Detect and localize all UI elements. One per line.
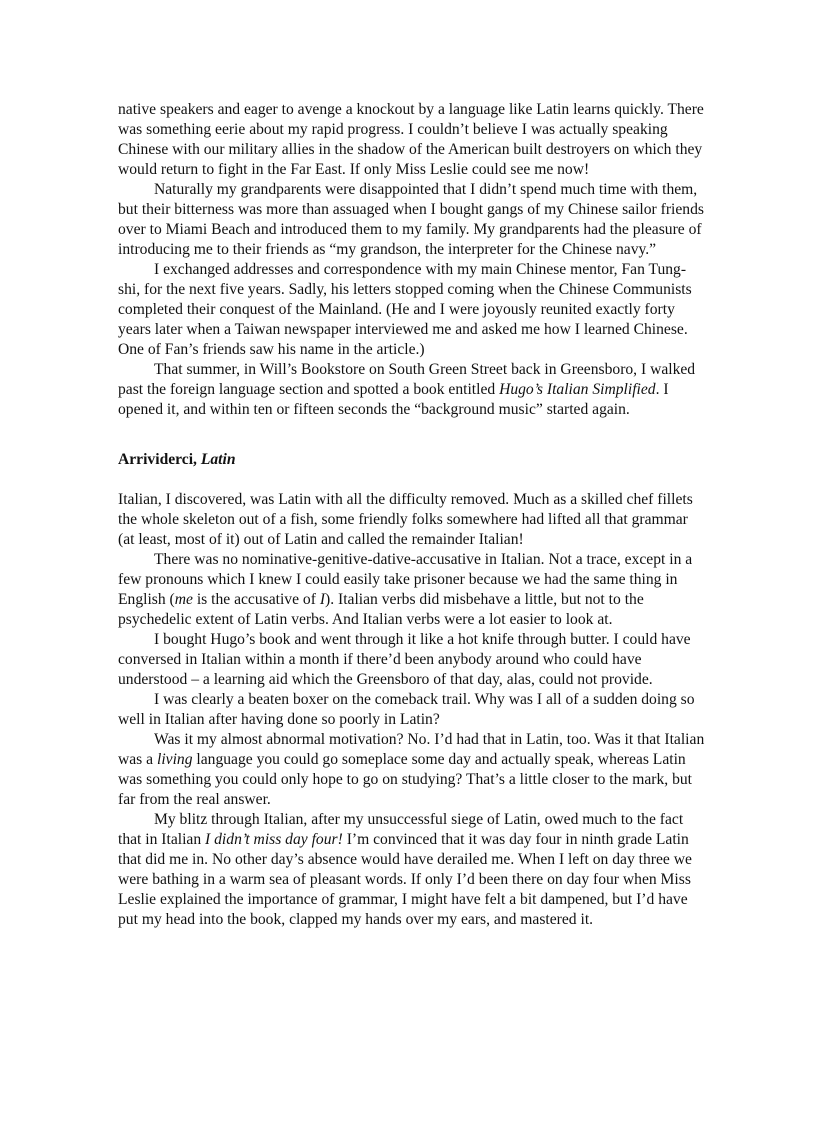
paragraph-7: I bought Hugo’s book and went through it like a hot knife through butter. I could have conversed in Italian within a month if there’d been anybody around who could have understood – a learning aid which the Greensboro of that day, alas, could not provide. — [118, 631, 691, 688]
paragraph-10-text-b: I’m convinced that it was day four in ninth grade Latin that did me in. No other day’s absence would have derailed me. When I left on day three we were bathing in a warm sea of pleasant words. If only I’d been there on day four when Miss Leslie explained the importance of grammar, I might have felt a bit dampened, but I’d have put my head into the book, clapped my hands over my ears, and mastered it. — [118, 831, 692, 928]
paragraph-6-i: I — [319, 591, 326, 608]
paragraph-9-living: living — [156, 751, 193, 768]
paragraph-6-text-a: There was no nominative-genitive-dative-accusative in Italian. Not a trace, except in a few pronouns which I knew I could easily take prisoner because we had the same thing in English ( — [118, 551, 693, 608]
paragraph-1: native speakers and eager to avenge a knockout by a language like Latin learns quickly. There was something eerie about my rapid progress. I couldn’t believe I was actually speaking Chinese with our military allies in the shadow of the American built destroyers on which they would return to fight in the Far East. If only Miss Leslie could see me now! — [118, 101, 704, 178]
paragraph-10-emphasis: I didn’t miss day four! — [205, 831, 343, 848]
paragraph-5: Italian, I discovered, was Latin with all the difficulty removed. Much as a skilled chef fillets the whole skeleton out of a fish, some friendly folks somewhere had lifted all that grammar (at least, most of it) out of Latin and called the remainder Italian! — [118, 491, 693, 548]
paragraph-4-text-a: That summer, in Will’s Bookstore on South Green Street back in Greensboro, I walked past the foreign language section and spotted a book entitled — [118, 361, 696, 398]
paragraph-4-text-b: . I opened it, and within ten or fifteen seconds the “background music” started again. — [118, 381, 669, 418]
heading-word-2: Latin — [200, 451, 236, 468]
paragraph-9-text-b: language you could go someplace some day and actually speak, whereas Latin was something you could only hope to go on studying? That’s a little closer to the mark, but far from the real answer. — [118, 751, 692, 808]
paragraph-2: Naturally my grandparents were disappointed that I didn’t spend much time with them, but their bitterness was more than assuaged when I bought gangs of my Chinese sailor friends over to Miami Beach and introduced them to my family. My grandparents had the pleasure of introducing me to their friends as “my grandson, the interpreter for the Chinese navy.” — [118, 181, 704, 258]
paragraph-6 — [118, 550, 708, 630]
paragraph-6-me: me — [174, 591, 193, 608]
paragraph-4 — [118, 360, 708, 420]
document-page — [118, 100, 708, 930]
paragraph-6-text-c: ). Italian verbs did misbehave a little, but not to the psychedelic extent of Latin verbs. And Italian verbs were a lot easier to look at. — [118, 591, 644, 628]
paragraph-6-text-b: is the accusative of — [192, 591, 320, 608]
paragraph-9-text-a: Was it my almost abnormal motivation? No. I’d had that in Latin, too. Was it that Italian was a — [118, 731, 705, 768]
paragraph-3: I exchanged addresses and correspondence with my main Chinese mentor, Fan Tung-shi, for the next five years. Sadly, his letters stopped coming when the Chinese Communists completed their conquest of the Mainland. (He and I were joyously reunited exactly forty years later when a Taiwan newspaper interviewed me and asked me how I learned Chinese. One of Fan’s friends saw his name in the article.) — [118, 261, 692, 358]
book-title: Hugo’s Italian Simplified — [499, 381, 656, 398]
heading-word-1: Arrividerci, — [118, 451, 201, 468]
paragraph-10 — [118, 810, 708, 930]
paragraph-8: I was clearly a beaten boxer on the comeback trail. Why was I all of a sudden doing so well in Italian after having done so poorly in Latin? — [118, 691, 695, 728]
paragraph-10-text-a: My blitz through Italian, after my unsuccessful siege of Latin, owed much to the fact that in Italian — [118, 811, 684, 848]
paragraph-9 — [118, 730, 708, 810]
section-heading — [118, 450, 708, 470]
